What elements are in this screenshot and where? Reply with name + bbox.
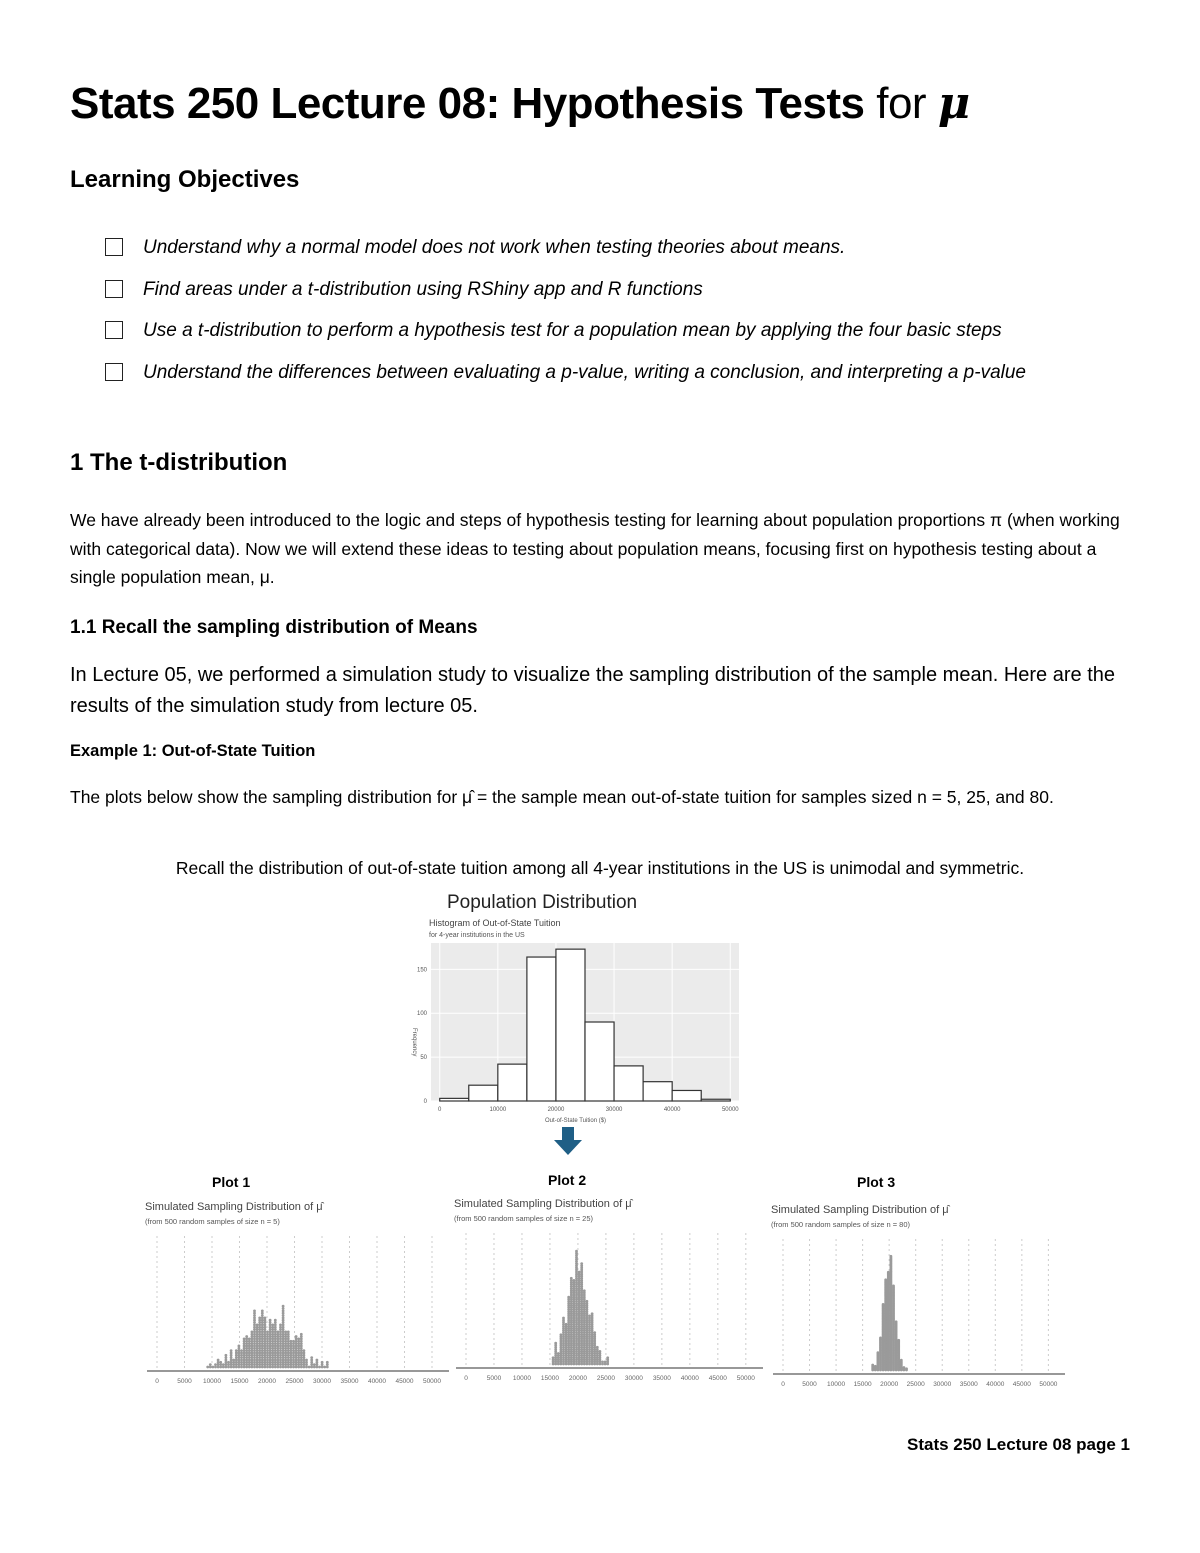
sample-mean-dot	[895, 1320, 898, 1323]
histogram-bar	[643, 1082, 672, 1101]
title-symbol: μ	[937, 78, 970, 129]
plot-1-label: Plot 1	[212, 1174, 251, 1190]
sample-mean-dot	[573, 1279, 576, 1282]
dot-stack-group	[206, 1305, 328, 1369]
y-axis-label: Frequency	[411, 1028, 417, 1057]
sample-mean-dot	[253, 1309, 256, 1312]
x-tick-label: 0	[464, 1375, 468, 1382]
histogram-bar	[498, 1064, 527, 1101]
sample-mean-dot	[318, 1366, 321, 1369]
sample-mean-dot	[596, 1346, 599, 1349]
sample-mean-dot	[287, 1331, 290, 1334]
x-tick-label: 40000	[663, 1107, 681, 1113]
objective-item	[105, 232, 1115, 263]
x-tick-label: 50000	[736, 1375, 755, 1382]
sample-mean-dot	[874, 1365, 877, 1368]
sample-mean-dot	[266, 1331, 269, 1334]
x-tick-label: 10000	[512, 1375, 532, 1382]
sample-mean-dot	[209, 1363, 212, 1366]
x-tick-label: 10000	[489, 1107, 507, 1113]
dot-stack-group	[552, 1250, 609, 1366]
sample-mean-dot	[258, 1316, 261, 1319]
sample-mean-dot	[606, 1356, 609, 1359]
sample-mean-dot	[887, 1271, 890, 1274]
objective-text: Understand why a normal model does not work when testing theories about means.	[143, 237, 846, 258]
sample-mean-dot	[604, 1361, 607, 1364]
sample-mean-dot	[601, 1361, 604, 1364]
learning-objectives-heading: Learning Objectives	[70, 166, 300, 193]
title-tail: for	[864, 79, 938, 128]
x-tick-label: 50000	[721, 1107, 739, 1113]
x-tick-label: 40000	[367, 1378, 387, 1385]
sample-mean-dot	[580, 1262, 583, 1265]
sample-mean-dot	[326, 1361, 329, 1364]
sample-mean-dot	[578, 1271, 581, 1274]
sample-mean-dot	[277, 1331, 280, 1334]
sample-mean-dot	[892, 1285, 895, 1288]
x-tick-label: 40000	[986, 1381, 1005, 1388]
y-tick-label: 0	[423, 1099, 427, 1105]
sample-mean-dot	[588, 1315, 591, 1318]
sample-mean-dot	[313, 1363, 316, 1366]
sample-mean-dot	[900, 1359, 903, 1362]
x-tick-label: 30000	[933, 1381, 952, 1388]
objective-text: Use a t-distribution to perform a hypothesis test for a population mean by applying the four basic steps	[143, 320, 1002, 341]
histogram-bar	[469, 1085, 498, 1101]
sample-mean-dot	[599, 1350, 602, 1353]
title-main: Stats 250 Lecture 08: Hypothesis Tests	[70, 79, 865, 128]
sample-mean-dot	[217, 1359, 220, 1362]
x-axis-label: Out-of-State Tuition ($)	[545, 1118, 607, 1124]
sample-mean-dot	[225, 1354, 228, 1357]
histogram-bar	[672, 1090, 701, 1101]
sample-mean-dot	[567, 1296, 570, 1299]
sample-mean-dot	[256, 1323, 259, 1326]
dot-stack-group	[871, 1255, 908, 1372]
sample-mean-dot	[583, 1289, 586, 1292]
sample-mean-dot	[251, 1331, 254, 1334]
x-tick-label: 20000	[547, 1107, 565, 1113]
plot-title: Simulated Sampling Distribution of μ̂	[771, 1204, 949, 1216]
plot-subtitle: (from 500 random samples of size n = 5)	[145, 1217, 280, 1226]
x-tick-label: 30000	[605, 1107, 623, 1113]
objective-item	[105, 357, 1085, 388]
sample-mean-dot	[321, 1361, 324, 1364]
x-tick-label: 45000	[1012, 1381, 1031, 1388]
x-tick-label: 35000	[959, 1381, 978, 1388]
population-histogram	[395, 888, 755, 1128]
x-tick-label: 20000	[880, 1381, 899, 1388]
x-tick-label: 50000	[1039, 1381, 1058, 1388]
sample-mean-dot	[245, 1335, 248, 1338]
subsection-heading: 1.1 Recall the sampling distribution of Means	[70, 617, 478, 638]
sample-mean-dot	[271, 1323, 274, 1326]
sample-mean-dot	[562, 1317, 565, 1320]
sample-mean-dot	[560, 1333, 563, 1336]
x-tick-label: 45000	[395, 1378, 414, 1385]
histogram-bar	[556, 949, 585, 1101]
x-tick-label: 15000	[230, 1378, 249, 1385]
x-tick-label: 35000	[340, 1378, 359, 1385]
sample-mean-dot	[554, 1342, 557, 1345]
x-tick-label: 35000	[652, 1375, 671, 1382]
sample-mean-dot	[897, 1339, 900, 1342]
x-tick-label: 45000	[708, 1375, 727, 1382]
x-tick-label: 15000	[853, 1381, 872, 1388]
objective-text: Find areas under a t-distribution using RShiny app and R functions	[143, 279, 703, 300]
sample-mean-dot	[292, 1340, 295, 1343]
sample-mean-dot	[890, 1255, 893, 1258]
checkbox[interactable]	[105, 280, 123, 298]
page-footer: Stats 250 Lecture 08 page 1	[906, 1435, 1130, 1454]
checkbox[interactable]	[105, 363, 123, 381]
sample-mean-dot	[310, 1356, 313, 1359]
section-heading: 1 The t-distribution	[70, 449, 288, 476]
sample-mean-dot	[212, 1366, 215, 1369]
sample-mean-dot	[871, 1364, 874, 1367]
x-tick-label: 5000	[177, 1378, 192, 1385]
sampling-dist-plot-3	[769, 1199, 1069, 1399]
sample-mean-dot	[586, 1300, 589, 1303]
sample-mean-dot	[565, 1323, 568, 1326]
x-tick-label: 0	[155, 1378, 159, 1385]
sample-mean-dot	[877, 1351, 880, 1354]
sample-mean-dot	[219, 1361, 222, 1364]
sample-mean-dot	[323, 1366, 326, 1369]
sample-mean-dot	[243, 1338, 246, 1341]
sample-mean-dot	[284, 1331, 287, 1334]
sample-mean-dot	[316, 1359, 319, 1362]
sample-mean-dot	[879, 1336, 882, 1339]
x-tick-label: 10000	[202, 1378, 222, 1385]
example-heading: Example 1: Out-of-State Tuition	[70, 742, 316, 760]
down-arrow-icon	[553, 1127, 583, 1157]
histogram-bar	[701, 1099, 730, 1101]
sample-mean-dot	[882, 1303, 885, 1306]
x-tick-label: 10000	[827, 1381, 846, 1388]
x-tick-label: 30000	[312, 1378, 332, 1385]
sample-mean-dot	[222, 1363, 225, 1366]
sample-mean-dot	[308, 1366, 311, 1369]
x-tick-label: 30000	[624, 1375, 643, 1382]
sample-mean-dot	[290, 1340, 293, 1343]
sample-mean-dot	[552, 1356, 555, 1359]
subsection-paragraph: In Lecture 05, we performed a simulation study to visualize the sampling distribution of the sample mean. Here are the results of the simulation study from lecture 05.	[70, 664, 1115, 717]
x-tick-label: 5000	[802, 1381, 817, 1388]
sample-mean-dot	[282, 1305, 285, 1308]
x-tick-label: 0	[438, 1107, 442, 1113]
objective-text: Understand the differences between evaluating a p-value, writing a conclusion, and interpreting a p-value	[143, 362, 1026, 383]
y-tick-label: 150	[416, 967, 427, 974]
plot-title: Simulated Sampling Distribution of μ̂	[454, 1198, 632, 1210]
section-paragraph: We have already been introduced to the logic and steps of hypothesis testing for learning about population proportions π (when working with categorical data). Now we will extend these ideas to testing about population means, focusing first on hypothesis testing about a single population mean, μ.	[70, 510, 1120, 587]
sample-mean-dot	[206, 1366, 209, 1369]
sample-mean-dot	[227, 1361, 230, 1364]
sample-mean-dot	[593, 1331, 596, 1334]
sample-mean-dot	[274, 1319, 277, 1322]
checkbox[interactable]	[105, 238, 123, 256]
x-tick-label: 25000	[906, 1381, 925, 1388]
sample-mean-dot	[248, 1338, 251, 1341]
x-tick-label: 15000	[540, 1375, 559, 1382]
checkbox[interactable]	[105, 321, 123, 339]
chart-heading: Population Distribution	[447, 892, 638, 913]
sample-mean-dot	[570, 1277, 573, 1280]
x-tick-label: 20000	[257, 1378, 277, 1385]
x-tick-label: 20000	[568, 1375, 587, 1382]
page-title	[70, 78, 970, 129]
histogram-bar	[585, 1022, 614, 1101]
recall-sentence: Recall the distribution of out-of-state tuition among all 4-year institutions in the US is unimodal and symmetric.	[175, 858, 1025, 878]
histogram-bar	[527, 957, 556, 1101]
sample-mean-dot	[269, 1319, 272, 1322]
sample-mean-dot	[305, 1359, 308, 1362]
sample-mean-dot	[575, 1250, 578, 1253]
sampling-dist-plot-2	[452, 1193, 767, 1393]
sample-mean-dot	[303, 1349, 306, 1352]
sample-mean-dot	[557, 1352, 560, 1355]
sample-mean-dot	[591, 1312, 594, 1315]
sample-mean-dot	[905, 1367, 908, 1370]
y-tick-label: 50	[420, 1055, 427, 1062]
sample-mean-dot	[232, 1359, 235, 1362]
y-tick-label: 100	[416, 1011, 427, 1018]
plot-subtitle: (from 500 random samples of size n = 80)	[771, 1220, 911, 1229]
plot-2-label: Plot 2	[548, 1172, 587, 1188]
sample-mean-dot	[235, 1349, 238, 1352]
x-tick-label: 50000	[422, 1378, 442, 1385]
sample-mean-dot	[240, 1349, 243, 1352]
sample-mean-dot	[279, 1323, 282, 1326]
sample-mean-dot	[261, 1309, 264, 1312]
x-tick-label: 25000	[596, 1375, 615, 1382]
plot-subtitle: (from 500 random samples of size n = 25)	[454, 1214, 594, 1223]
sample-mean-dot	[297, 1338, 300, 1341]
sample-mean-dot	[300, 1333, 303, 1336]
sample-mean-dot	[884, 1278, 887, 1281]
sampling-dist-plot-1	[143, 1196, 453, 1396]
histogram-bar	[614, 1066, 643, 1101]
sample-mean-dot	[264, 1316, 267, 1319]
objective-item	[105, 315, 1115, 346]
sample-mean-dot	[903, 1366, 906, 1369]
sample-mean-dot	[295, 1335, 298, 1338]
plot-title: Simulated Sampling Distribution of μ̂	[145, 1201, 323, 1213]
x-tick-label: 40000	[680, 1375, 699, 1382]
plot-3-label: Plot 3	[857, 1174, 896, 1190]
chart-title: Histogram of Out-of-State Tuition	[429, 918, 561, 928]
histogram-bar	[440, 1098, 469, 1101]
objective-item	[105, 274, 1115, 305]
x-tick-label: 25000	[285, 1378, 304, 1385]
sample-mean-dot	[230, 1349, 233, 1352]
x-tick-label: 5000	[486, 1375, 502, 1382]
chart-subtitle: for 4-year institutions in the US	[429, 932, 525, 939]
sample-mean-dot	[238, 1345, 241, 1348]
sample-mean-dot	[214, 1363, 217, 1366]
x-tick-label: 0	[781, 1381, 785, 1388]
example-paragraph: The plots below show the sampling distribution for μ̂ = the sample mean out-of-state tuition for samples sized n = 5, 25, and 80.	[70, 787, 1054, 807]
